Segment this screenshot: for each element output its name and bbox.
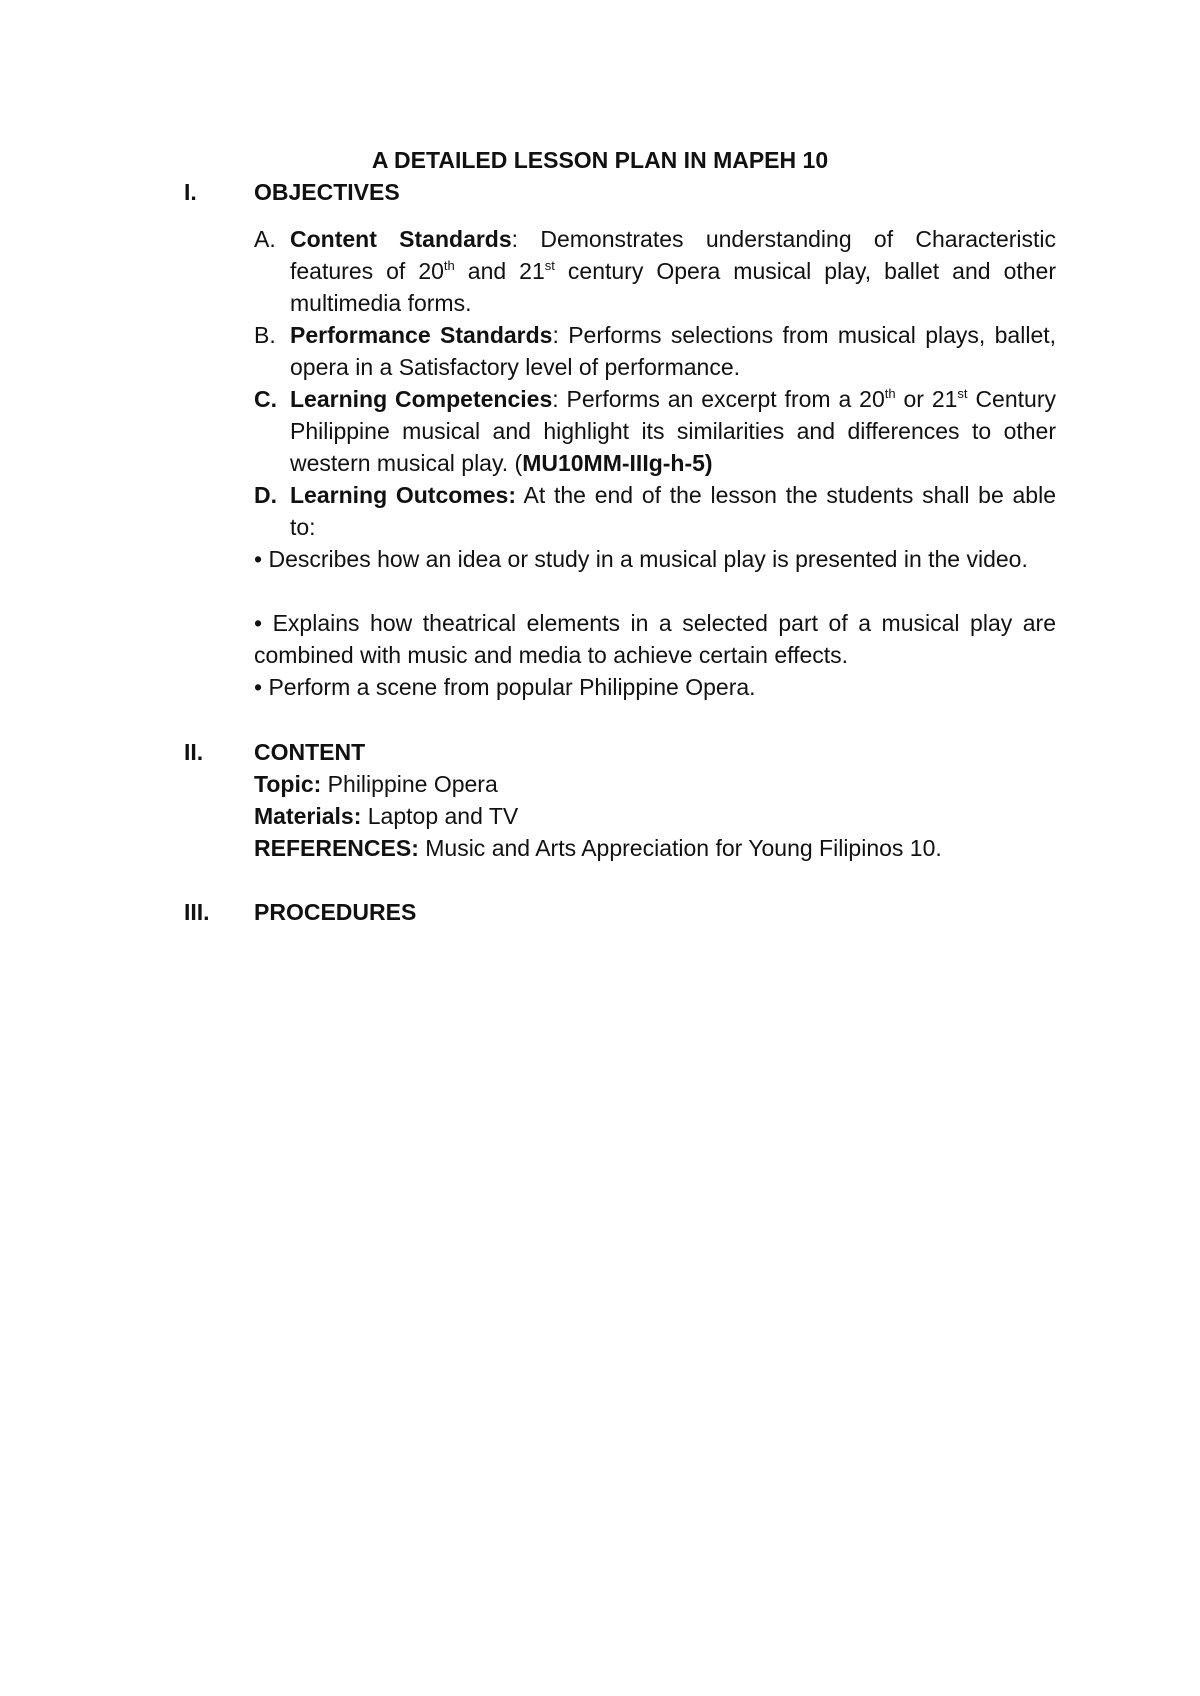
item-separator: : xyxy=(552,386,567,412)
item-body xyxy=(290,479,1056,543)
objective-item-b xyxy=(254,319,1056,383)
item-text: Performs selections from musical plays, ballet, opera in a Satisfactory level of performance. xyxy=(290,322,1057,380)
superscript: th xyxy=(443,258,455,273)
content-line-references xyxy=(254,832,1056,864)
document-title: A DETAILED LESSON PLAN IN MAPEH 10 xyxy=(371,147,829,173)
content-line-topic xyxy=(254,768,1056,800)
line-value: Music and Arts Appreciation for Young Filipinos 10. xyxy=(418,835,942,861)
competency-code: MU10MM-IIIg-h-5) xyxy=(522,450,713,476)
item-label: Learning Competencies xyxy=(290,386,553,412)
bullet-text: Perform a scene from popular Philippine Opera. xyxy=(268,674,756,700)
section-heading-content: CONTENT xyxy=(254,739,366,765)
superscript: st xyxy=(957,386,968,401)
item-text: and 21 xyxy=(454,258,545,284)
objective-item-a xyxy=(254,223,1056,319)
superscript: th xyxy=(884,386,896,401)
superscript: st xyxy=(544,258,555,273)
item-letter: D. xyxy=(254,482,277,508)
item-body xyxy=(290,383,1056,479)
section-heading-objectives: OBJECTIVES xyxy=(254,179,400,205)
outcome-bullet xyxy=(254,607,1056,671)
item-text: Century Philippine musical and highlight its similarities and differences to other western musical play. ( xyxy=(290,386,1056,476)
section-number-procedures: III. xyxy=(184,899,210,925)
item-letter: A. xyxy=(254,226,276,252)
section-number-objectives: I. xyxy=(184,179,197,205)
bullet-mark: • xyxy=(254,610,263,636)
item-label: Performance Standards xyxy=(290,322,553,348)
line-label: Topic: xyxy=(254,771,322,797)
item-separator: : xyxy=(552,322,569,348)
item-text: or 21 xyxy=(895,386,958,412)
item-body xyxy=(290,223,1056,319)
bullet-text: Describes how an idea or study in a musical play is presented in the video. xyxy=(268,546,1028,572)
line-label: Materials: xyxy=(254,803,362,829)
item-label: Learning Outcomes: xyxy=(290,482,517,508)
line-value: Laptop and TV xyxy=(361,803,519,829)
item-text: Performs an excerpt from a 20 xyxy=(566,386,885,412)
objective-item-c xyxy=(254,383,1056,479)
item-letter: B. xyxy=(254,322,276,348)
line-label: REFERENCES: xyxy=(254,835,419,861)
item-separator xyxy=(516,482,523,508)
outcome-bullet xyxy=(254,543,1056,575)
outcome-bullet xyxy=(254,671,1056,703)
content-line-materials xyxy=(254,800,1056,832)
item-text: Demonstrates understanding of Characteristic features of 20 xyxy=(290,226,1057,284)
item-separator: : xyxy=(511,226,541,252)
item-text: At the end of the lesson the students shall be able to: xyxy=(290,482,1056,540)
item-label: Content Standards xyxy=(290,226,512,252)
objective-item-d xyxy=(254,479,1056,543)
item-body xyxy=(290,319,1056,383)
section-number-content: II. xyxy=(184,739,204,765)
section-heading-procedures: PROCEDURES xyxy=(254,899,417,925)
item-text: century Opera musical play, ballet and other multimedia forms. xyxy=(290,258,1056,316)
bullet-mark: • xyxy=(254,674,263,700)
bullet-text: Explains how theatrical elements in a selected part of a musical play are combined with music and media to achieve certain effects. xyxy=(254,610,1057,668)
bullet-mark: • xyxy=(254,546,263,572)
line-value: Philippine Opera xyxy=(321,771,498,797)
item-letter: C. xyxy=(254,386,277,412)
